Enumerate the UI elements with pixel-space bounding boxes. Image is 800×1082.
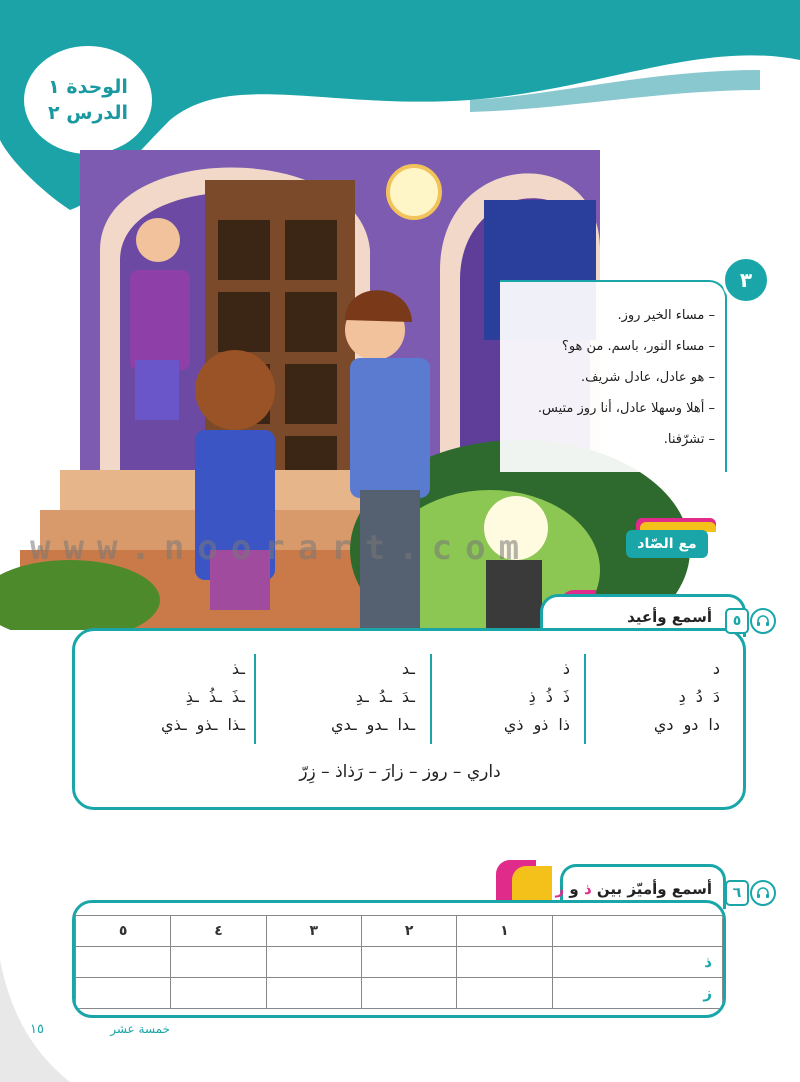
table-header: ٢ xyxy=(361,916,456,947)
watermark: www.noorart.com xyxy=(30,528,533,568)
dialogue-line: – هو عادل، عادل شريف. xyxy=(581,370,715,385)
answer-cell[interactable] xyxy=(457,978,552,1009)
syllable-row xyxy=(95,683,245,711)
syllable: ـدا xyxy=(397,715,415,734)
syllable-row xyxy=(420,711,570,739)
syllable: ذا xyxy=(558,715,570,734)
answer-cell[interactable] xyxy=(361,978,456,1009)
syllable: ـذ xyxy=(231,659,245,678)
syllable: ـذَ xyxy=(231,687,245,706)
table-cell xyxy=(552,916,722,947)
syllable-row xyxy=(95,655,245,683)
syllable: ذُ xyxy=(545,687,553,706)
dialogue-number: ٣ xyxy=(722,256,770,304)
dialogue-lines xyxy=(500,282,725,455)
syllable-row xyxy=(420,683,570,711)
syllable: ـدو xyxy=(366,715,388,734)
ex5-title: أسمع وأعيد xyxy=(627,608,712,626)
ex6-letter-zay: ز xyxy=(555,880,565,898)
column-divider xyxy=(584,654,586,744)
ex6-conj: و xyxy=(569,880,579,898)
syllable-row xyxy=(570,683,720,711)
row-label: ذ xyxy=(552,947,722,978)
dialogue-line: – مساء الخير روز. xyxy=(617,308,715,323)
ex6-title xyxy=(548,880,712,902)
table-row xyxy=(76,916,723,947)
answer-cell[interactable] xyxy=(266,978,361,1009)
syllable: ذِ xyxy=(528,687,536,706)
syllable: ـذو xyxy=(196,715,218,734)
syllable: ذو xyxy=(533,715,549,734)
table-row xyxy=(76,947,723,978)
syllable: ذَ xyxy=(562,687,570,706)
table-row xyxy=(76,978,723,1009)
syllable: دَ xyxy=(712,687,720,706)
syllable: دُ xyxy=(695,687,703,706)
answer-cell[interactable] xyxy=(266,947,361,978)
dialogue-card xyxy=(500,280,727,472)
syllable: ـد xyxy=(401,659,415,678)
answer-grid xyxy=(75,915,723,1009)
syllable: د xyxy=(712,659,720,678)
table-header: ١ xyxy=(457,916,552,947)
answer-cell[interactable] xyxy=(171,978,266,1009)
page-curl xyxy=(0,960,70,1082)
answer-cell[interactable] xyxy=(361,947,456,978)
syllable-row xyxy=(420,655,570,683)
page-number-words: خمسة عشر xyxy=(110,1022,170,1036)
syllables-dhal xyxy=(420,655,570,745)
dialogue-line: – مساء النور، باسم. من هو؟ xyxy=(561,339,715,354)
syllable: دو xyxy=(683,715,699,734)
syllable: ـذِ xyxy=(185,687,199,706)
lesson-label: الدرس ٢ xyxy=(48,102,129,124)
ex6-accent-yellow xyxy=(512,866,552,904)
syllable: ـدِ xyxy=(355,687,369,706)
column-divider xyxy=(430,654,432,744)
ex6-box xyxy=(72,900,726,1018)
syllable: دِ xyxy=(678,687,686,706)
answer-cell[interactable] xyxy=(76,947,171,978)
syllable: دي xyxy=(653,715,674,734)
table-header: ٥ xyxy=(76,916,171,947)
table-header: ٣ xyxy=(266,916,361,947)
syllable-row xyxy=(265,711,415,739)
syllable: ذ xyxy=(562,659,570,678)
unit-label: الوحدة ١ xyxy=(48,76,128,98)
syllables-dhal-connected xyxy=(95,655,245,745)
syllable: ـذي xyxy=(161,715,187,734)
example-words: داري – روز – زارَ – رَذاذ – زِرّ xyxy=(299,762,501,782)
ex6-number: ٦ xyxy=(725,880,749,906)
headphones-icon[interactable] xyxy=(750,880,776,906)
dialogue-line: – تشرّفنا. xyxy=(663,432,715,447)
ex6-title-prefix: أسمع وأميّز بين xyxy=(596,880,712,898)
syllable: ذي xyxy=(503,715,524,734)
dialogue-line: – أهلا وسهلا عادل، أنا روز متيس. xyxy=(537,401,715,416)
table-header: ٤ xyxy=(171,916,266,947)
syllables-dal xyxy=(570,655,720,745)
ex6-letter-dhal: ذ xyxy=(583,880,592,898)
syllable: ـدَ xyxy=(401,687,415,706)
syllable-row xyxy=(265,683,415,711)
syllable-row xyxy=(570,655,720,683)
answer-cell[interactable] xyxy=(457,947,552,978)
ex5-number: ٥ xyxy=(725,608,749,634)
syllables-dal-connected xyxy=(265,655,415,745)
section-tag: مع الصّاد xyxy=(626,530,708,558)
syllable-row xyxy=(265,655,415,683)
answer-cell[interactable] xyxy=(171,947,266,978)
syllable: ـدُ xyxy=(378,687,392,706)
syllable: ـذا xyxy=(227,715,245,734)
syllable: ـذُ xyxy=(208,687,222,706)
syllable-row xyxy=(95,711,245,739)
answer-cell[interactable] xyxy=(76,978,171,1009)
column-divider xyxy=(254,654,256,744)
row-label: ز xyxy=(552,978,722,1009)
syllable: ـدي xyxy=(331,715,357,734)
syllable-row xyxy=(570,711,720,739)
syllable: دا xyxy=(708,715,720,734)
headphones-icon[interactable] xyxy=(750,608,776,634)
page-number: ١٥ xyxy=(30,1022,44,1037)
